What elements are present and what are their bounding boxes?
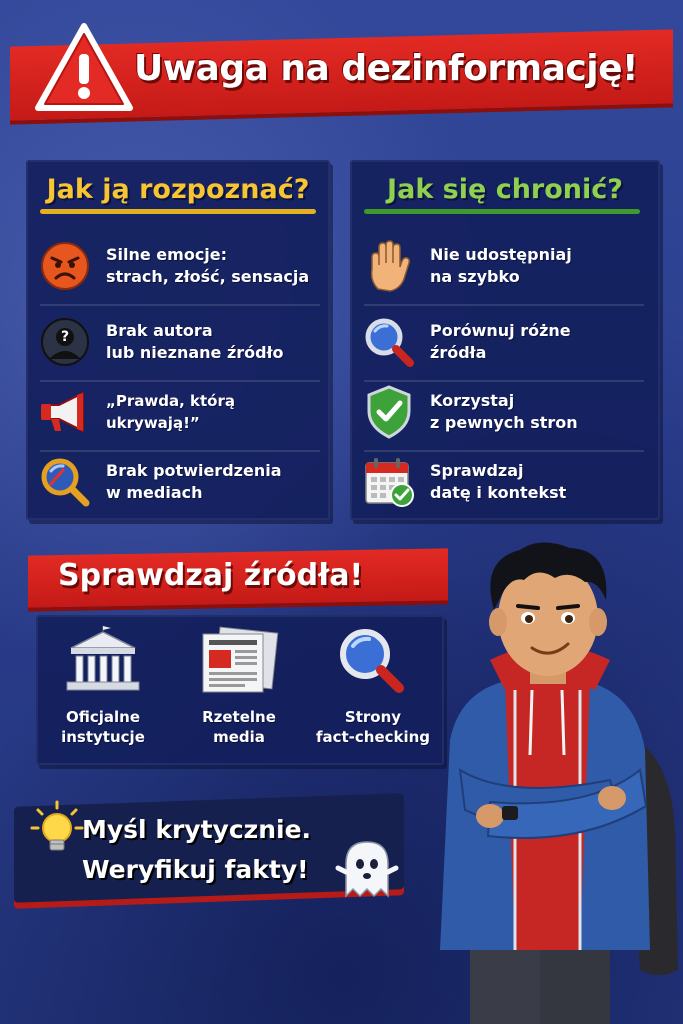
protect-item-trusted bbox=[360, 380, 650, 444]
sources-panel bbox=[36, 615, 444, 765]
slogan-text bbox=[82, 810, 311, 890]
institution-icon bbox=[58, 625, 148, 697]
ghost-icon bbox=[332, 834, 402, 904]
recognize-item-author bbox=[36, 310, 326, 374]
slogan-box bbox=[14, 790, 404, 902]
angry-face-icon bbox=[36, 237, 94, 295]
calendar-check-icon bbox=[360, 453, 418, 511]
protect-item-compare bbox=[360, 310, 650, 374]
newspaper-icon bbox=[194, 625, 284, 697]
protect-item-text: Sprawdzaj datę i kontekst bbox=[430, 461, 567, 502]
source-label: Oficjalne instytucje bbox=[61, 708, 145, 746]
recognize-title-text: Jak ją rozpoznać? bbox=[46, 173, 310, 205]
lightbulb-icon bbox=[30, 800, 84, 860]
protect-item-text: Korzystaj z pewnych stron bbox=[430, 391, 578, 432]
recognize-item-text: Silne emocje: strach, złość, sensacja bbox=[106, 245, 310, 286]
magnifier-icon bbox=[328, 625, 418, 697]
recognize-item-emotions bbox=[36, 234, 326, 298]
source-item-institutions bbox=[38, 625, 168, 765]
sources-banner bbox=[28, 546, 448, 608]
title-underline bbox=[40, 209, 316, 214]
protect-item-text: Porównuj różne źródła bbox=[430, 321, 571, 362]
megaphone-icon bbox=[36, 383, 94, 441]
source-label: Rzetelne media bbox=[202, 708, 276, 746]
sources-title: Sprawdzaj źródła! bbox=[58, 558, 364, 593]
recognize-item-text: Brak autora lub nieznane źródło bbox=[106, 321, 284, 362]
protect-title-text: Jak się chronić? bbox=[387, 173, 623, 205]
recognize-item-text: Brak potwierdzenia w mediach bbox=[106, 461, 282, 502]
title-underline bbox=[364, 209, 640, 214]
search-icon bbox=[360, 313, 418, 371]
stop-hand-icon bbox=[360, 237, 418, 295]
protect-title bbox=[350, 160, 660, 218]
teen-character-illustration bbox=[420, 540, 683, 1024]
divider bbox=[40, 304, 320, 306]
protect-item-date bbox=[360, 450, 650, 514]
unknown-author-icon bbox=[36, 313, 94, 371]
page-title: Uwaga na dezinformację! bbox=[134, 48, 638, 89]
protect-item-share bbox=[360, 234, 650, 298]
protect-panel bbox=[350, 160, 660, 520]
protect-item-text: Nie udostępniaj na szybko bbox=[430, 245, 572, 286]
slogan-line-2: Weryfikuj fakty! bbox=[82, 855, 309, 884]
magnifier-icon bbox=[36, 453, 94, 511]
warning-icon bbox=[34, 20, 134, 116]
slogan-line-1: Myśl krytycznie. bbox=[82, 815, 312, 844]
recognize-panel bbox=[26, 160, 330, 520]
header-banner bbox=[0, 20, 683, 128]
source-item-factchecking bbox=[308, 625, 438, 765]
shield-check-icon bbox=[360, 383, 418, 441]
source-label: Strony fact-checking bbox=[315, 708, 431, 746]
recognize-item-confirmation bbox=[36, 450, 326, 514]
recognize-item-megaphone bbox=[36, 380, 326, 444]
svg-text:?: ? bbox=[60, 329, 70, 345]
divider bbox=[364, 304, 644, 306]
recognize-title bbox=[26, 160, 330, 218]
source-item-media bbox=[174, 625, 304, 765]
recognize-item-text: „Prawda, którą ukrywają!” bbox=[106, 392, 235, 432]
